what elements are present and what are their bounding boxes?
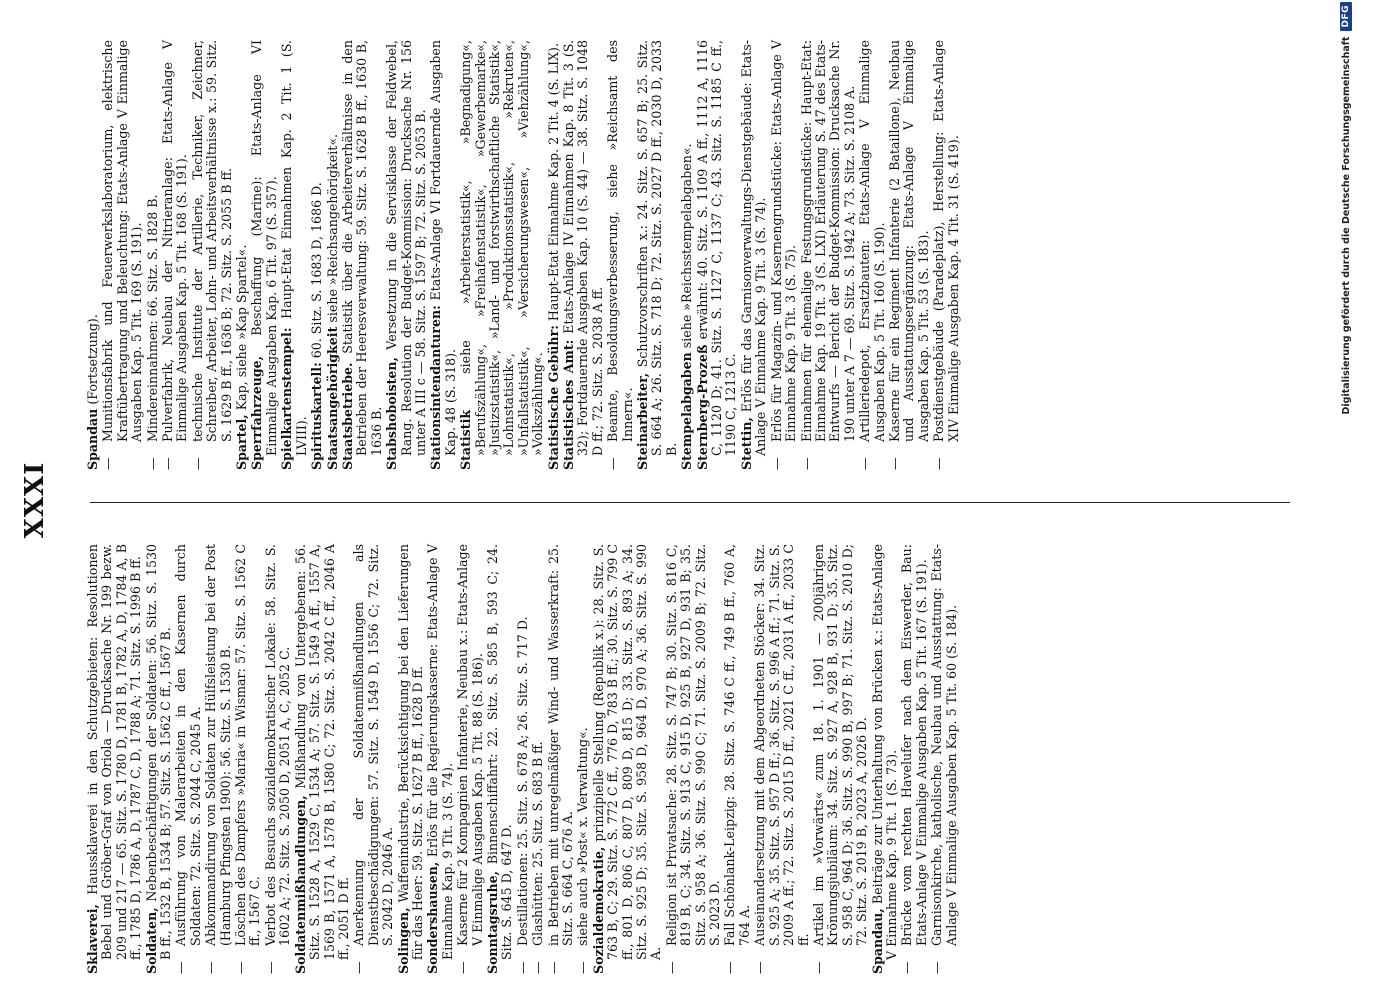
entry-heading: Sternberg-Prozeß — [694, 344, 710, 470]
entry-text: Beschaffung (Marine): Etats-Anlage VI Einmalige Ausgaben Kap. 6 Tit. 97 (S. 357). — [249, 40, 279, 456]
entry-heading: Statistisches Amt: — [561, 339, 576, 470]
index-entry — [234, 544, 263, 974]
index-entry — [397, 544, 426, 974]
entry-heading: Soldatenmißhandlungen, — [292, 795, 308, 974]
entry-text: siehe »Reichsangehörigkeit«. — [324, 133, 340, 323]
entry-text: Waffenindustrie, Berücksichtigung bei den Lieferungen für das Heer: 59. Sitz. S. 1627 B ff., 1628 D ff. — [395, 544, 425, 960]
index-entry — [456, 544, 485, 974]
index-entry — [696, 40, 739, 470]
entry-dash: — — [233, 961, 249, 974]
entry-text: Kaserne für ein Regiment Infanterie (2 Bataillone), Neubau und Ausstattungsergänzung: Etats-Anlage V Einmalige Ausgaben Kap. 5 Tit. 53 (S. 183). — [886, 40, 931, 442]
entry-text: Anerkennung der Soldatenmißhandlungen als Dienstbeschädigungen: 57. Sitz. S. 1549 D, 1556 C; 72. Sitz. S. 2042 D, 2046 A. — [351, 544, 396, 946]
entry-text: siehe »Reichsstempelabgaben«. — [679, 143, 695, 349]
index-entry — [770, 40, 799, 470]
entry-text: Pulverfabrik, Neubau der Nitrieranlage: Etats-Anlage V Einmalige Ausgaben Kap. 5 Tit. 168 (S. 191). — [160, 40, 190, 442]
index-entry — [592, 544, 664, 974]
entry-heading: Solingen, — [395, 907, 411, 974]
index-entry — [576, 544, 590, 974]
entry-text: Kaserne für 2 Kompagnien Infanterie, Neubau x.: Etats-Anlage V Einmalige Ausgaben Kap. 5 Tit. 88 (S. 186). — [455, 544, 485, 946]
entry-dash: — — [929, 961, 945, 974]
entry-dash: — — [768, 457, 784, 470]
entry-text: Nebenbeschäftigungen der Soldaten: 56. Sitz. S. 1530 B ff., 1532 B, 1534 B; 57. Sitz. S. 1562 C ff., 1567 B. — [143, 544, 174, 960]
entry-text: Etats-Anlage IV Einnahmen Kap. 8 Tit. 3 (S. 32); Fortdauernde Ausgaben Kap. 10 (S. 44) — 38. Sitz. S. 1048 D ff.; 72. Sitz. S. 2038 A ff. — [561, 40, 605, 456]
entry-dash: — — [144, 457, 160, 470]
entry-heading: Statistische Gebühr: — [545, 325, 561, 470]
column-divider — [90, 502, 1290, 503]
entry-heading: Stempelabgaben — [679, 352, 695, 470]
entry-dash: — — [100, 457, 116, 470]
index-entry — [486, 544, 515, 974]
index-entry — [516, 544, 530, 974]
index-entry — [680, 40, 694, 470]
index-entry — [161, 40, 190, 470]
index-entry — [326, 40, 340, 470]
index-entry — [280, 40, 309, 470]
index-entry — [146, 40, 160, 470]
entry-text: Verbot des Besuchs sozialdemokratischer Lokale: 58. Sitz. S. 1602 A; 72. Sitz. S. 2050 D, 2051 A, C, 2052 C. — [262, 544, 293, 946]
entry-heading: Spandau — [85, 408, 100, 470]
entry-text: Fall Schönlank-Leipzig: 28. Sitz. S. 746 C ff., 749 B ff., 760 A, 764 A. — [722, 544, 752, 946]
entry-text: in Betrieben mit unregelmäßiger Wind- und Wasserkraft: 25. Sitz. S. 664 C, 676 A. — [545, 544, 575, 946]
entry-text: Artikel im »Vorwärts« zum 18. 1. 1901 — 200jährigen Krönungsjubiläum: 34. Sitz. S. 927 A, 928 B, 931 D; 35. Sitz. S. 958 C, 964 D; 36. Sitz. S. 990 B, 997 B; 71. Sitz. S. 2010 D; 72. Sitz. S. 2019 B, 2023 A, 2026 D. — [810, 544, 870, 946]
index-entry — [723, 544, 752, 974]
entry-text: Kap, siehe »Kap Spartel«. — [234, 244, 250, 411]
entry-text: Auseinandersetzung mit dem Abgeordneten Stöcker: 34. Sitz. S. 925 A; 35. Sitz. S. 957 D ff.; 36. Sitz. S. 996 A ff.; 71. Sitz. S. 2009 A ff.; 72. Sitz. S. 2015 D ff., 2021 C ff., 2031 A ff., 2033 C ff. — [752, 544, 811, 946]
entry-dash: — — [931, 457, 947, 470]
entry-text: Religion ist Privatsache: 28. Sitz. S. 747 B; 30. Sitz. S. 816 C, 819 B, C; 34. Sitz. S. 913 C, 915 D, 925 B, 927 D, 931 B; 35. Sitz. S. 958 A; 36. Sitz. S. 990 C; 71. Sitz. S. 2009 B; 72. Sitz. S. 2023 D. — [663, 544, 723, 946]
entry-text: Erlös für die Regierungskaserne: Etats-Anlage V Einnahme Kap. 9 Tit. 3 (S. 74). — [425, 544, 455, 960]
entry-text: Haupt-Etat Einnahme Kap. 2 Tit. 4 (S. LIX). — [545, 43, 561, 322]
index-entry — [900, 544, 929, 974]
entry-heading: Sperrfahrzeuge, — [249, 355, 265, 470]
index-entry — [204, 544, 233, 974]
entry-heading: Stationsintendanturen: — [428, 305, 444, 470]
entry-dash: — — [663, 961, 679, 974]
entry-heading: Sklaverei, — [85, 904, 100, 974]
index-entry — [562, 40, 605, 470]
entry-text: siehe auch »Post« x. Verwaltung«. — [575, 727, 591, 946]
entry-text: Beamte, Besoldungsverbesserung, siehe »Reichsamt des Innern«. — [605, 40, 635, 442]
entry-text: Erlös für Magazin- und Kasernengrundstücke: Etats-Anlage V Einnahme Kap. 9 Tit. 3 (S. 75). — [768, 40, 799, 442]
entry-text: Statistik über die Arbeiterverhältnisse in den Betrieben der Heeresverwaltung: 59. Sitz. S. 1628 B ff., 1630 B, 1636 B. — [339, 40, 384, 456]
entry-heading: Staatsangehörigkeit — [324, 326, 340, 470]
index-entry — [800, 40, 858, 470]
index-entry — [250, 40, 279, 470]
index-entry — [531, 544, 545, 974]
index-entry — [86, 40, 100, 470]
entry-text: Glashütten: 25. Sitz. S. 683 B ff. — [530, 741, 546, 946]
entry-heading: Spandau, — [869, 908, 885, 974]
entry-text: Abkommandirung von Soldaten zur Hülfsleistung bei der Post (Hamburg Pfingsten 1900): 56. Sitz. S. 1530 B. — [203, 544, 233, 946]
entry-heading: Sondershausen, — [425, 861, 441, 974]
entry-dash: — — [189, 457, 205, 470]
entry-text: Mindereinnahmen: 66. Sitz. S. 1828 B. — [144, 194, 160, 442]
index-column-right — [86, 40, 962, 470]
entry-text: 60. Sitz. S. 1683 D, 1686 D. — [309, 182, 325, 359]
entry-heading: Statistik — [458, 409, 474, 470]
digitization-note: Digitalisierung gefördert durch die Deutsche Forschungsgemeinschaft — [1340, 36, 1352, 415]
entry-text: Artilleriedepot, Ersatzbauten: Etats-Anlage V Einmalige Ausgaben Kap. 5 Tit. 160 (S. 190). — [857, 40, 887, 442]
index-entry — [547, 40, 561, 470]
entry-dash: — — [514, 961, 530, 974]
entry-text: Einnahmen für ehemalige Festungsgrundstücke: Haupt-Etat: Einnahme Kap. 19 Tit. 3 (S. LXI) Erläuterung S. 47 des Etats-Entwurfs — Bericht der Budget-Kommission: Drucksache Nr. 190 unter A 7 — 69. Sitz. S. 1942 A; 73. Sitz. S. 2108 A. — [798, 40, 857, 442]
entry-dash: — — [173, 961, 189, 974]
index-entry — [665, 544, 723, 974]
entry-text: Mißhandlung von Untergebenen: 56. Sitz. S. 1528 A, 1529 C, 1534 A; 57. Sitz. S. 1549 A ff., 1557 A, 1569 B, 1571 A, 1578 B, 1580 C; 72. Sitz. S. 2042 C ff., 2046 A ff., 2051 D ff. — [292, 544, 351, 960]
entry-dash: — — [798, 457, 814, 470]
index-entry — [547, 544, 576, 974]
entry-text: Schutzvorschriften x.: 24. Sitz. S. 657 B; 25. Sitz. S. 664 A; 26. Sitz. S. 718 D; 72. Sitz. S. 2027 D ff., 2030 D, 2033 B. — [635, 40, 679, 456]
index-entry — [888, 40, 931, 470]
entry-dash: — — [899, 961, 915, 974]
entry-text: Binnenschiffahrt: 22. Sitz. S. 585 B, 593 C; 24. Sitz. S. 645 D, 647 D. — [484, 544, 515, 960]
entry-heading: Spirituskartell: — [309, 362, 325, 470]
entry-dash: — — [262, 961, 278, 974]
entry-heading: Staatsbetriebe. — [339, 362, 355, 470]
entry-text: Brücke vom rechten Havelufer nach dem Eiswerder, Bau: Etats-Anlage V Einmalige Ausgaben Kap. 5 Tit. 167 (S. 191). — [899, 544, 929, 946]
index-entry — [264, 544, 293, 974]
index-column-left — [86, 544, 960, 974]
entry-dash: — — [605, 457, 621, 470]
index-entry — [235, 40, 249, 470]
entry-text: prinzipielle Stellung (Republik x.): 28. Sitz. S. 763 B, C; 29. Sitz. S. 772 C ff., 776 D, 783 B ff.; 30. Sitz. S. 799 C ff., 801 D, 806 C, 807 D, 809 D, 815 D; 33. Sitz. S. 893 A; 34. Sitz. S. 925 D; 35. Sitz. S. 958 D, 964 D, 970 A; 36. Sitz. S. 990 A. — [590, 544, 664, 960]
entry-text: technische Institute der Artillerie, Techniker, Zeichner, Schreiber, Arbeiter, Lohn- und Arbeitsverhältnisse x.: 59. Sitz. S. 1629 B ff., 1636 B; 72. Sitz. S. 2055 B ff. — [189, 40, 234, 442]
index-entry — [191, 40, 234, 470]
index-entry — [753, 544, 811, 974]
entry-heading: Spielkartenstempel: — [279, 327, 295, 470]
entry-heading: Sozialdemokratie, — [590, 846, 606, 974]
index-entry — [930, 544, 959, 974]
index-entry — [352, 544, 395, 974]
entry-heading: Spartel, — [234, 414, 250, 470]
entry-heading: Soldaten, — [143, 907, 159, 974]
page-number: XXXI — [20, 461, 50, 539]
entry-heading: Stabshoboisten, — [384, 357, 400, 470]
entry-text: erwähnt: 40. Sitz. S. 1109 A ff., 1112 A, 1116 C, 1120 D; 41. Sitz. S. 1127 C, 1137 C; 43. Sitz. S. 1185 C ff., 1190 C, 1213 C. — [694, 40, 739, 456]
index-entry — [740, 40, 769, 470]
entry-text: Löschen des Dampfers »Maria« in Wismar: 57. Sitz. S. 1562 C ff., 1567 C. — [233, 544, 263, 946]
index-entry — [294, 544, 352, 974]
dfg-logo: DFG — [1340, 2, 1352, 31]
entry-text: Haussklaverei in den Schutzgebieten: Resolutionen Bebel und Gröber-Graf von Oriola — Drucksache Nr. 199 bezw. 209 und 217 — 65. Sitz. S. 1780 D, 1781 B, 1782 A, D, 1784 A, B ff., 1785 D, 1786 A, D, 1787 C, D, 1788 A; 71. Sitz. S. 1996 B ff. — [85, 544, 144, 960]
index-entry — [86, 544, 144, 974]
entry-dash: — — [351, 961, 367, 974]
entry-heading: Sonntagsruhe, — [484, 870, 500, 974]
index-entry — [101, 40, 144, 470]
entry-dash: — — [575, 961, 591, 974]
entry-dash: — — [886, 457, 902, 470]
entry-dash: — — [752, 961, 768, 974]
entry-text: (Fortsetzung). — [85, 314, 100, 405]
entry-text: Destillationen: 25. Sitz. S. 678 A; 26. Sitz. S. 717 D. — [514, 616, 530, 946]
entry-dash: — — [810, 961, 826, 974]
entry-heading: Stettin, — [738, 417, 754, 470]
entry-text: Etats-Anlage VI Fortdauernde Ausgaben Kap. 48 (S. 318). — [428, 40, 458, 456]
entry-text: Munitionsfabrik und Feuerwerkslaboratorium, elektrische Kraftübertragung und Beleuchtung: Etats-Anlage V Einmalige Ausgaben Kap. 5 Tit. 169 (S. 191). — [100, 40, 145, 442]
index-entry — [932, 40, 961, 470]
index-entry — [174, 544, 203, 974]
index-entry — [426, 544, 455, 974]
index-entry — [145, 544, 174, 974]
index-entry — [341, 40, 384, 470]
index-entry — [429, 40, 458, 470]
index-entry — [310, 40, 324, 470]
entry-text: Versetzung in die Servisklasse der Feldwebel, Rang. Resolution der Budget-Kommission: Drucksache Nr. 156 unter A III c — 58. Sitz. S. 1597 B; 72. Sitz. S. 2053 B. — [384, 40, 428, 456]
entry-heading: Steinarbeiter, — [635, 372, 651, 470]
entry-text: siehe »Arbeiterstatistik«, »Begnadigung«, »Berufszählung«, »Freihafenstatistik«, »Gewerbemarke«, »Justizstatistik«, »Land- und forstwirthschaftliche Statistik«, »Lohnstatistik«, »Produktionsstatistik«, »Rekruten«, »Unfallstatistik«, »Versicherungswesen«, »Viehzählung«, »Volkszählung«. — [458, 40, 546, 456]
entry-text: Haupt-Etat Einnahmen Kap. 2 Tit. 1 (S. LVIII). — [279, 40, 309, 456]
entry-dash: — — [455, 961, 471, 974]
index-entry — [459, 40, 545, 470]
entry-text: Garnisonkirche, katholische, Neubau und Ausstattung: Etats-Anlage V Einmalige Ausgaben Kap. 5 Tit. 60 (S. 184). — [929, 544, 959, 946]
index-entry — [812, 544, 870, 974]
digitization-footer — [1340, 2, 1352, 992]
entry-text: Postdienstgebäude (Paradeplatz), Herstellung: Etats-Anlage XIV Einmalige Ausgaben Kap. 4 Tit. 31 (S. 419). — [931, 40, 961, 442]
entry-dash: — — [722, 961, 738, 974]
index-entry — [385, 40, 428, 470]
entry-text: Erlös für das Garnisonverwaltungs-Dienstgebäude: Etats-Anlage V Einnahme Kap. 9 Tit. 3 (S. 74). — [738, 40, 769, 456]
entry-text: Ausführung von Malerarbeiten in den Kasernen durch Soldaten: 72. Sitz. S. 2044 C, 2045 A. — [173, 544, 203, 946]
entry-text: Beiträge zur Unterhaltung von Brücken x.: Etats-Anlage V Einnahme Kap. 9 Tit. 1 (S. 73). — [869, 544, 899, 960]
entry-dash: — — [203, 961, 219, 974]
entry-dash: — — [545, 961, 561, 974]
entry-dash: — — [160, 457, 176, 470]
index-entry — [858, 40, 887, 470]
entry-dash: — — [857, 457, 873, 470]
entry-dash: — — [530, 961, 546, 974]
index-entry — [636, 40, 679, 470]
index-entry — [871, 544, 900, 974]
index-entry — [606, 40, 635, 470]
